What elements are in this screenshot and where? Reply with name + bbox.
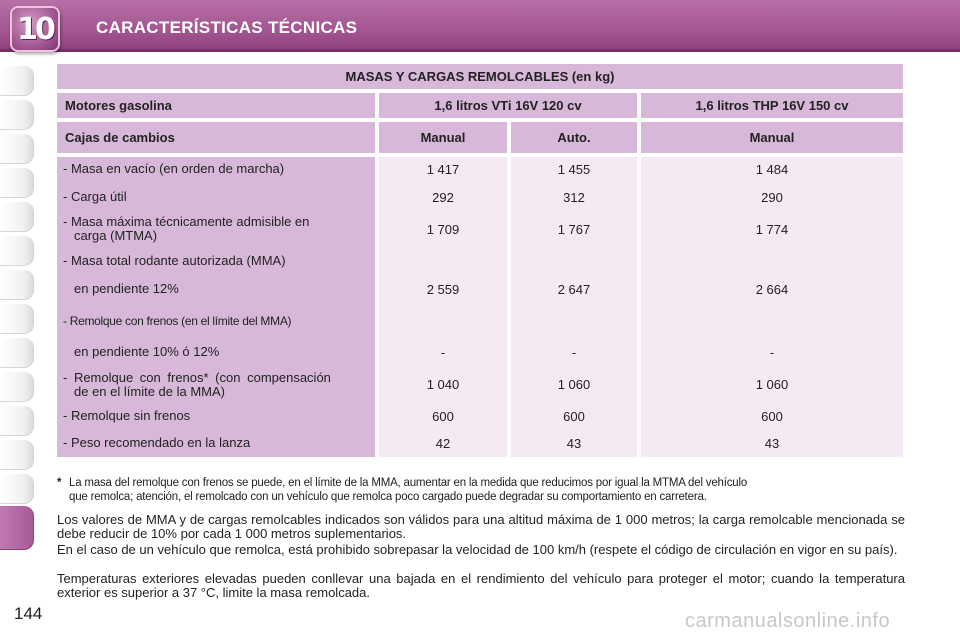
row-value: 2 664: [755, 282, 789, 297]
section-tab[interactable]: [0, 66, 34, 96]
section-tab[interactable]: [0, 304, 34, 334]
row-value: -: [769, 345, 775, 360]
gearbox-header: Auto.: [511, 122, 637, 153]
paragraph: En el caso de un vehículo que remolca, está prohibido sobrepasar la velocidad de 100 km/h (respete el código de circulación en vigor en su país).: [57, 542, 898, 557]
row-value: -: [571, 345, 577, 360]
chapter-badge: [10, 6, 60, 52]
footnote-line: que remolca; atención, el remolcado con un vehículo que remolca poco cargado puede degradar su comportamiento en carretera.: [69, 491, 707, 503]
paragraph: Temperaturas exteriores elevadas pueden conllevar una bajada en el rendimiento del vehículo para proteger el motor; cuando la temperatura exterior es superior a 37 °C, limite la masa remolcada.: [57, 571, 905, 600]
row-value: 1 060: [755, 377, 789, 392]
row-label: carga (MTMA): [74, 228, 158, 243]
engine-1-header: 1,6 litros VTi 16V 120 cv: [379, 93, 637, 118]
footnote-line: La masa del remolque con frenos se puede, en el límite de la MMA, aumentar en la medida que reducimos por igual la MTMA del vehículo: [69, 477, 748, 489]
section-tab[interactable]: [0, 168, 34, 198]
row-value: 600: [761, 409, 783, 424]
page-number: 144: [14, 604, 43, 623]
section-tab[interactable]: [0, 338, 34, 368]
row-value: 1 455: [557, 162, 591, 177]
section-tab[interactable]: [0, 406, 34, 436]
gearbox-header: Manual: [641, 122, 903, 153]
row-label: - Masa máxima técnicamente admisible en: [63, 214, 310, 229]
section-tab[interactable]: [0, 474, 34, 504]
table-title: MASAS Y CARGAS REMOLCABLES (en kg): [57, 64, 903, 89]
page-title: CARACTERÍSTICAS TÉCNICAS: [96, 18, 358, 37]
row-value: 43: [566, 436, 582, 451]
row-value: 292: [432, 190, 454, 205]
row-value: 2 647: [557, 282, 591, 297]
row-value: 1 709: [426, 222, 460, 237]
row-value: 1 767: [557, 222, 591, 237]
section-tab[interactable]: [0, 236, 34, 266]
gearbox-header: Manual: [379, 122, 507, 153]
row-label: en pendiente 10% ó 12%: [74, 344, 220, 359]
section-tab-active[interactable]: [0, 506, 34, 550]
row-value: 1 484: [755, 162, 789, 177]
row-label: - Remolque sin frenos: [63, 408, 191, 423]
row-label: en pendiente 12%: [74, 281, 179, 296]
section-tab[interactable]: [0, 100, 34, 130]
chapter-number: 10: [17, 11, 53, 47]
row-label: - Carga útil: [63, 189, 127, 204]
row-value: 43: [764, 436, 780, 451]
engine-2-header: 1,6 litros THP 16V 150 cv: [641, 93, 903, 118]
row-value: 1 774: [755, 222, 789, 237]
row-label: - Peso recomendado en la lanza: [63, 435, 251, 450]
gearbox-label: Cajas de cambios: [57, 122, 375, 153]
footnote: [57, 476, 907, 504]
engines-label: Motores gasolina: [57, 93, 375, 118]
row-value: -: [440, 345, 446, 360]
row-value: 1 417: [426, 162, 460, 177]
section-tab[interactable]: [0, 134, 34, 164]
section-tab[interactable]: [0, 270, 34, 300]
row-label: - Masa total rodante autorizada (MMA): [63, 253, 286, 268]
watermark: carmanualsonline.info: [685, 610, 891, 632]
paragraph: Los valores de MMA y de cargas remolcables indicados son válidos para una altitud máxima de 1 000 metros; la carga remolcable mencionada se debe reducir de 10% por cada 1 000 metros suplementarios.: [57, 512, 905, 541]
row-value: 312: [563, 190, 585, 205]
row-value: 1 040: [426, 377, 460, 392]
row-label: de en el límite de la MMA): [74, 384, 226, 399]
section-tab[interactable]: [0, 372, 34, 402]
section-tab[interactable]: [0, 440, 34, 470]
row-label: - Masa en vacío (en orden de marcha): [63, 161, 285, 176]
row-value: 1 060: [557, 377, 591, 392]
footnote-star: *: [57, 477, 62, 489]
row-value: 42: [435, 436, 451, 451]
row-value: 2 559: [426, 282, 460, 297]
row-label: - Remolque con frenos* (con compensación: [63, 370, 331, 385]
row-label: - Remolque con frenos (en el límite del MMA): [63, 314, 292, 328]
row-value: 290: [761, 190, 783, 205]
row-value: 600: [563, 409, 585, 424]
row-value: 600: [432, 409, 454, 424]
section-tab[interactable]: [0, 202, 34, 232]
